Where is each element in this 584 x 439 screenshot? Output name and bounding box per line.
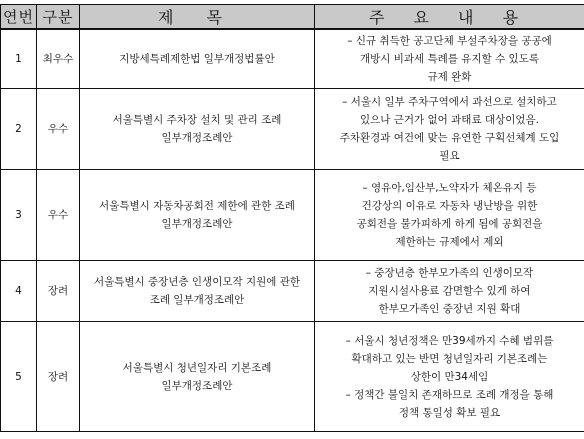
row-title-line: 서울특별시 자동차공회전 제한에 관한 조례 — [99, 200, 295, 212]
row-title — [80, 89, 315, 170]
row-content-line: 필요 — [439, 150, 460, 162]
row-content-line: 정책 통일성 확보 필요 — [398, 406, 501, 419]
row-content-line: 주차환경과 여건에 맞는 유연한 구획선체계 도입 — [339, 132, 560, 144]
row-content-line: – 정책간 불일치 존재하므로 조례 개정을 통해 — [345, 388, 554, 401]
row-category: 최우수 — [37, 29, 80, 89]
table-row — [1, 170, 584, 261]
row-no: 5 — [1, 322, 37, 432]
row-content-line: – 서울시 일부 주차구역에서 과선으로 설치하고 — [342, 96, 557, 108]
row-no: 2 — [1, 89, 37, 170]
row-title-line: 서울특별시 중장년층 인생이모작 지원에 관한 — [93, 276, 301, 288]
row-title — [80, 322, 315, 432]
row-no: 4 — [1, 261, 37, 322]
row-content-line: 있으나 근거가 없어 과태료 대상이었음. — [360, 114, 539, 126]
row-content-line: 개방시 비과세 특례를 유지할 수 있도록 — [360, 53, 539, 65]
row-category: 우수 — [37, 89, 80, 170]
row-title — [80, 170, 315, 261]
row-content-line: – 중장년층 한부모가족의 인생이모작 — [365, 267, 534, 279]
row-content-line: 건강상의 이유로 자동차 냉난방을 위한 — [361, 200, 538, 212]
row-title-line: 지방세특례제한법 일부개정법률안 — [119, 53, 275, 65]
header-title: 제 목 — [80, 5, 315, 30]
row-content-line: 규제 완화 — [427, 71, 472, 83]
table-row — [1, 261, 584, 322]
row-category: 장려 — [37, 322, 80, 432]
row-content-line: 공회전을 불가피하게 하게 됨에 공회전을 — [356, 218, 543, 230]
row-category: 장려 — [37, 261, 80, 322]
row-content — [315, 89, 584, 170]
row-content — [315, 322, 584, 432]
header-category: 구분 — [37, 5, 80, 30]
row-title — [80, 29, 315, 89]
table-row — [1, 89, 584, 170]
row-title-line: 일부개정조례안 — [161, 218, 233, 230]
ordinance-table — [0, 4, 584, 432]
row-content — [315, 261, 584, 322]
row-no: 1 — [1, 29, 37, 89]
row-content-line: 한부모가족인 중장년 지원 확대 — [378, 303, 521, 315]
row-title-line: 일부개정조례안 — [161, 379, 233, 392]
header-no: 연번 — [1, 5, 37, 30]
row-no: 3 — [1, 170, 37, 261]
row-title-line: 일부개정조례안 — [161, 132, 233, 144]
row-title — [80, 261, 315, 322]
row-content — [315, 29, 584, 89]
table-header-row — [1, 5, 584, 30]
table-row — [1, 29, 584, 89]
row-content-line: 제한하는 규제에서 제외 — [395, 236, 504, 248]
row-content-line: 지원시설사용료 감면할수 있게 하여 — [368, 285, 531, 297]
row-content — [315, 170, 584, 261]
row-title-line: 서울특별시 청년일자리 기본조례 — [122, 361, 272, 374]
row-content-line: – 신규 취득한 공고단체 부설주차장을 공공에 — [347, 35, 552, 47]
row-content-line: – 영유아,임산부,노약자가 체온유지 등 — [362, 182, 537, 194]
row-content-line: 상한이 만34세임 — [410, 370, 489, 383]
row-category: 우수 — [37, 170, 80, 261]
row-content-line: – 서울시 청년정책은 만39세까지 수혜 범위를 — [345, 334, 554, 347]
table-row — [1, 322, 584, 432]
header-content: 주 요 내 용 — [315, 5, 584, 30]
row-title-line: 서울특별시 주차장 설치 및 관리 조례 — [112, 114, 282, 126]
row-content-line: 확대하고 있는 반면 청년일자리 기본조례는 — [351, 352, 548, 365]
row-title-line: 조례 일부개정조례안 — [149, 294, 245, 306]
